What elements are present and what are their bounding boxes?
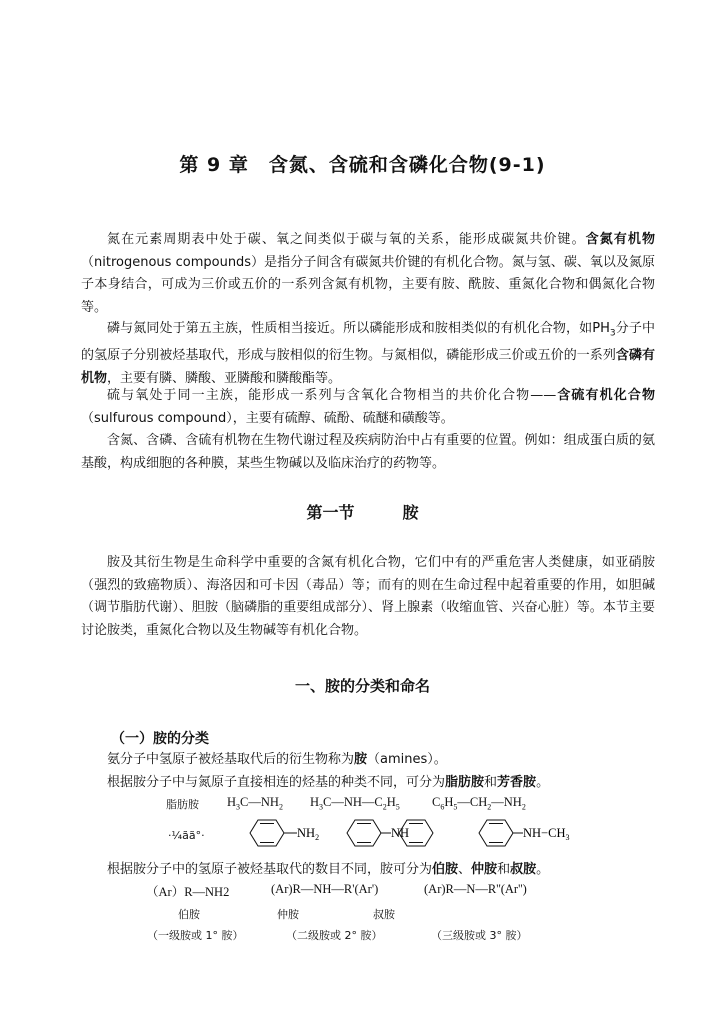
text-span: 分子中的氢原子分别被烃基取代，形成与胺相似的衍生物。与氮相似，磷能形成三价或五价的一系列: [81, 321, 655, 364]
aniline-structure: [243, 816, 343, 852]
text-span: 和: [497, 862, 511, 877]
text-span: 根据胺分子中与氮原子直接相连的烃基的种类不同，可分为: [107, 775, 446, 790]
intro-paragraph-importance: 含氮、含磷、含硫有机物在生物代谢过程及疾病防治中占有重要的位置。例如：组成蛋白质的氨基酸，构成细胞的各种膜，某些生物碱以及临床治疗的药物等。: [81, 433, 655, 471]
diphenylamine-structure: [345, 816, 435, 852]
tertiary-amine-note: （三级胺或 3° 胺）: [431, 929, 528, 942]
bold-term-tertiary: 叔胺: [510, 862, 537, 877]
bold-term-phosphorus: 含磷有机物: [81, 348, 655, 386]
text-span: 。: [536, 775, 550, 790]
aromatic-label: ·¼ãã°·: [168, 829, 205, 842]
intro-paragraph-nitrogen: [81, 229, 655, 319]
imino-label: NH: [391, 826, 410, 840]
text-span: 氨分子中氢原子被烃基取代后的衍生物称为: [107, 752, 355, 767]
aliphatic-formula: $H_3C—NH—C_2H_5$: [310, 795, 400, 812]
secondary-amine-name: 仲胺: [277, 908, 299, 921]
aliphatic-formula: $H_3C—NH_2$: [227, 795, 283, 812]
bold-term-secondary: 仲胺: [471, 862, 498, 877]
text-span: （sulfurous compound），主要有硫醇、硫酚、硫醚和磺酸等。: [81, 410, 454, 426]
classification-by-type: [107, 771, 549, 790]
text-span: 和: [484, 775, 498, 790]
text-span: （amines）。: [367, 752, 447, 767]
bold-term-amine: 胺: [354, 752, 368, 767]
intro-paragraph-sulfur: [81, 385, 655, 430]
secondary-amine-formula: (Ar)R—NH—R'(Ar'): [271, 882, 379, 896]
bold-term-aromatic: 芳香胺: [497, 775, 537, 790]
bold-term-sulfur: 含硫有机化合物: [556, 388, 655, 403]
classification-title: （一）胺的分类: [111, 731, 209, 747]
subscript: 3: [609, 328, 616, 339]
amino-group-label: $NH_2$: [297, 826, 320, 842]
text-span: 根据胺分子中的氢原子被烃基取代的数目不同，胺可分为: [107, 862, 433, 877]
primary-amine-formula: （Ar）R—NH2: [146, 885, 230, 899]
section-title: 第一节 胺: [306, 503, 419, 522]
primary-amine-name: 伯胺: [178, 908, 200, 921]
classification-by-number: [107, 858, 549, 877]
text-span: 。: [536, 862, 550, 877]
text-span: 、: [458, 862, 472, 877]
text-span: （nitrogenous compounds）是指分子间含有碳氮共价键的有机化合物。氮与氢、碳、氧以及氮原子本身结合，可成为三价或五价的一系列含氮有机物，主要有胺、酰胺、重氮化合物和偶氮化合物等。: [81, 254, 655, 315]
n-methylaniline-structure: [473, 816, 583, 852]
primary-amine-note: （一级胺或 1° 胺）: [147, 929, 244, 942]
page-title: 第 9 章 含氮、含硫和含磷化合物(9-1): [179, 154, 546, 176]
methylamino-label: $NH-CH_3$: [523, 826, 570, 842]
tertiary-amine-formula: (Ar)R—N—R''(Ar''): [424, 882, 527, 896]
text-span: 硫与氧处于同一主族，能形成一系列与含氧化合物相当的共价化合物——: [107, 388, 557, 403]
text-span: 氮在元素周期表中处于碳、氧之间类似于碳与氧的关系，能形成碳氮共价键。: [107, 232, 586, 247]
amine-definition: [107, 748, 447, 767]
text-span: ，主要有膦、膦酸、亚膦酸和膦酸酯等。: [107, 370, 342, 386]
bold-term-nitrogenous: 含氮有机物: [585, 232, 655, 247]
text-span: 磷与氮同处于第五主族，性质相当接近。所以磷能形成和胺相类似的有机化合物，如PH: [107, 321, 610, 336]
section-paragraph: 胺及其衍生物是生命科学中重要的含氮有机化合物，它们中有的严重危害人类健康，如亚硝胺（强烈的致癌物质）、海洛因和可卡因（毒品）等；而有的则在生命过程中起着重要的作用，如胆碱（调节脂肪代谢）、胆胺（脑磷脂的重要组成部分）、肾上腺素（收缩血管、兴奋心脏）等。本节主要讨论胺类，重氮化合物以及生物碱等有机化合物。: [81, 555, 655, 638]
bold-term-primary: 伯胺: [432, 862, 459, 877]
aliphatic-label: 脂肪胺: [166, 798, 199, 811]
aliphatic-formula: $C_6H_5—CH_2—NH_2$: [432, 795, 526, 812]
tertiary-amine-name: 叔胺: [373, 908, 395, 921]
intro-paragraph-phosphorus: [81, 318, 655, 390]
subsection-title: 一、胺的分类和命名: [294, 677, 430, 695]
secondary-amine-note: （二级胺或 2° 胺）: [286, 929, 383, 942]
bold-term-aliphatic: 脂肪胺: [445, 775, 485, 790]
